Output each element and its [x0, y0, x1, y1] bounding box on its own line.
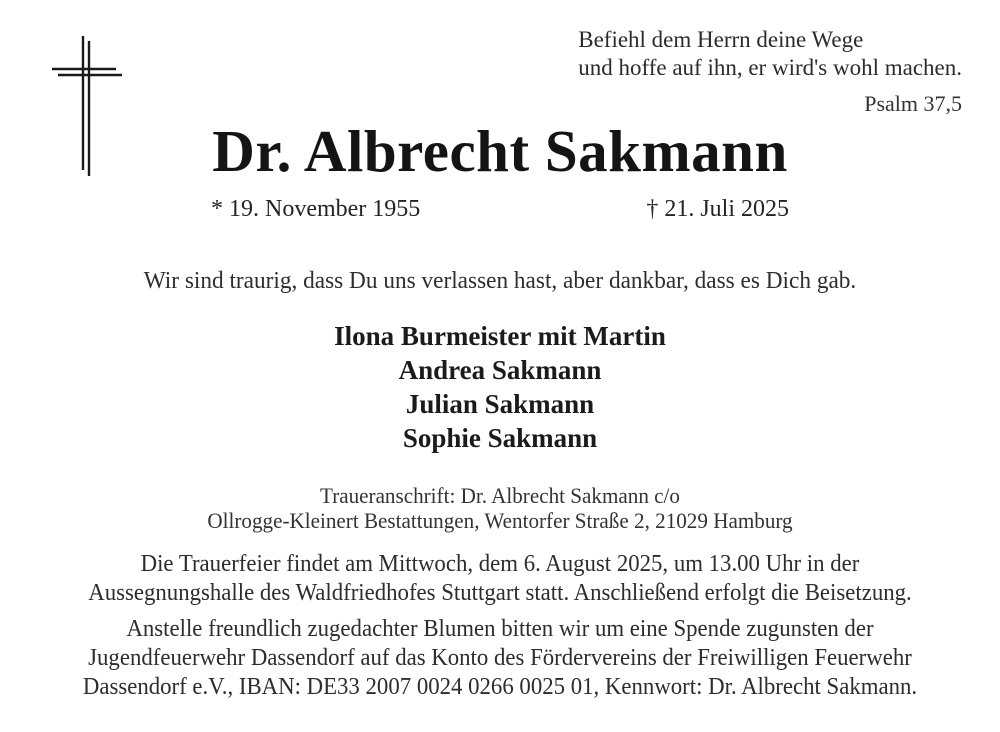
mourner-name: Ilona Burmeister mit Martin: [334, 321, 666, 351]
service-info-line-2: Aussegnungshalle des Waldfriedhofes Stuttgart statt. Anschließend erfolgt die Beisetzung.: [88, 580, 912, 606]
donation-info-line-2: Jugendfeuerwehr Dassendorf auf das Konto des Fördervereins der Freiwilligen Feuerwehr: [88, 645, 912, 671]
donation-info-line-1: Anstelle freundlich zugedachter Blumen bitten wir um eine Spende zugunsten der: [126, 616, 874, 642]
deceased-name-title: Dr. Albrecht Sakmann: [212, 118, 788, 184]
donation-info-line-3: Dassendorf e.V., IBAN: DE33 2007 0024 0266 0025 01, Kennwort: Dr. Albrecht Sakmann.: [82, 674, 918, 700]
scripture-source: Psalm 37,5: [864, 91, 962, 116]
mourner-name: Sophie Sakmann: [402, 423, 598, 453]
condolence-line: Wir sind traurig, dass Du uns verlassen hast, aber dankbar, dass es Dich gab.: [143, 268, 857, 294]
donation-info: [25, 615, 975, 702]
mourner-name: Julian Sakmann: [405, 389, 595, 419]
birth-date: * 19. November 1955: [211, 196, 421, 222]
scripture-quote: [578, 26, 962, 118]
death-date: † 21. Juli 2025: [646, 196, 789, 222]
mourning-address: [20, 483, 980, 533]
scripture-line-1: Befiehl dem Herrn deine Wege: [578, 27, 864, 52]
service-info-line-1: Die Trauerfeier findet am Mittwoch, dem 6. August 2025, um 13.00 Uhr in der: [140, 551, 860, 577]
service-info: [25, 550, 975, 608]
mourners-list: [0, 319, 1000, 455]
mourning-address-line-1: Traueranschrift: Dr. Albrecht Sakmann c/o: [320, 483, 680, 508]
mourner-name: Andrea Sakmann: [398, 355, 602, 385]
scripture-line-2: und hoffe auf ihn, er wird's wohl machen.: [578, 55, 962, 80]
life-dates: [211, 196, 789, 223]
mourning-address-line-2: Ollrogge-Kleinert Bestattungen, Wentorfer Straße 2, 21029 Hamburg: [207, 508, 793, 533]
